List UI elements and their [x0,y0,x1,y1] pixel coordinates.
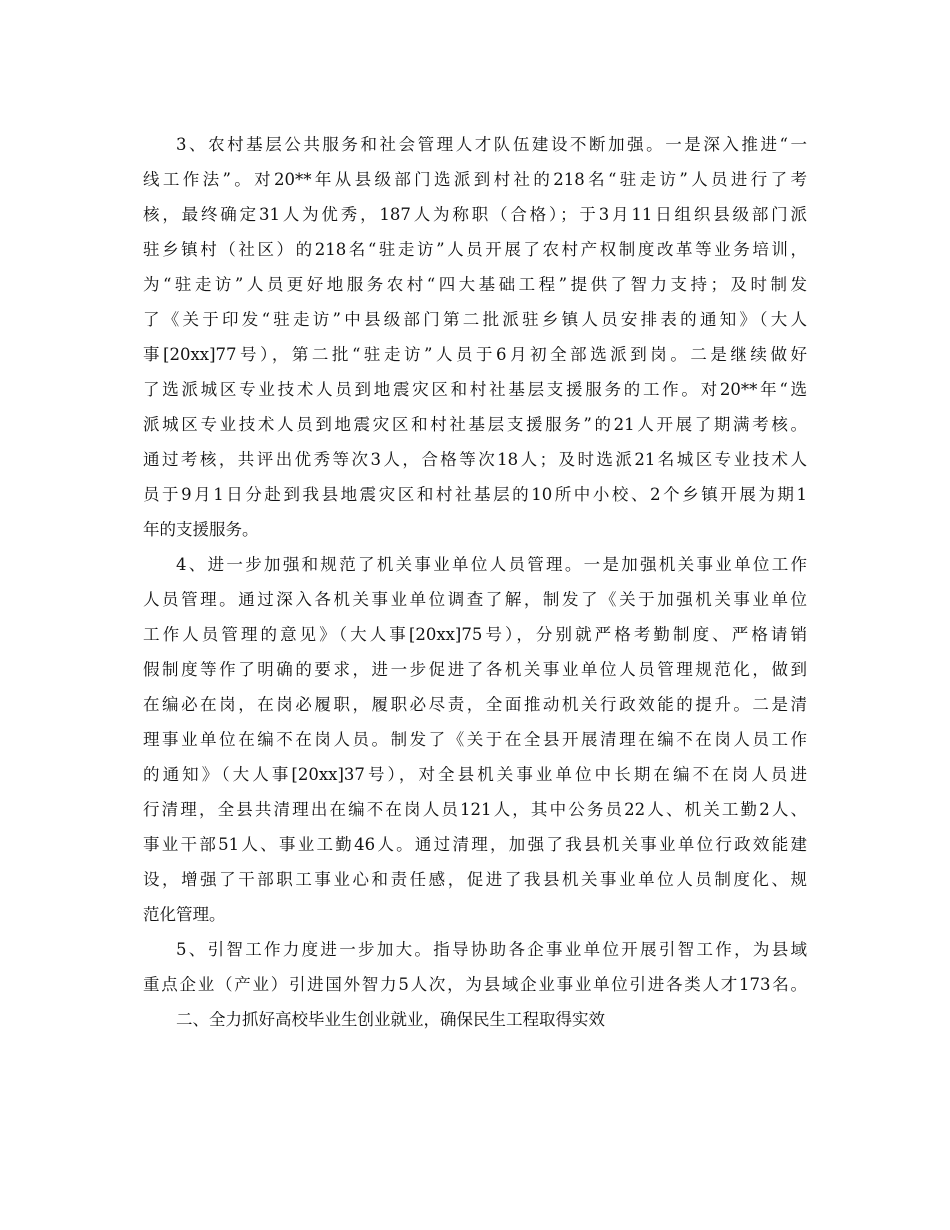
text-line: 了选派城区专业技术人员到地震灾区和村社基层支援服务的工作。对20**年“选 [143,380,807,399]
text-line: 设，增强了干部职工事业心和责任感，促进了我县机关事业单位人员制度化、规 [143,870,807,889]
text-line: 工作人员管理的意见》（大人事[20xx]75号），分别就严格考勤制度、严格请销 [143,625,807,644]
text-line: 通过考核，共评出优秀等次3人，合格等次18人；及时选派21名城区专业技术人 [143,450,807,469]
text-line: 年的支援服务。 [143,520,259,539]
text-line: 范化管理。 [143,905,226,924]
section-heading: 二、全力抓好高校毕业生创业就业，确保民生工程取得实效 [176,1010,605,1029]
text-line: 5、引智工作力度进一步加大。指导协助各企事业单位开展引智工作，为县域 [176,940,807,959]
text-line: 事业干部51人、事业工勤46人。通过清理，加强了我县机关事业单位行政效能建 [143,835,807,854]
text-line: 重点企业（产业）引进国外智力5人次，为县域企业事业单位引进各类人才173名。 [143,975,807,994]
text-line: 线工作法”。对20**年从县级部门选派到村社的218名“驻走访”人员进行了考 [143,170,807,189]
text-line: 在编必在岗，在岗必履职，履职必尽责，全面推动机关行政效能的提升。二是清 [143,695,807,714]
text-line: 行清理，全县共清理出在编不在岗人员121人，其中公务员22人、机关工勤2人、 [143,800,807,819]
text-line: 3、农村基层公共服务和社会管理人才队伍建设不断加强。一是深入推进“一 [176,135,807,154]
text-line: 员于9月1日分赴到我县地震灾区和村社基层的10所中小校、2个乡镇开展为期1 [143,485,807,504]
document-body [143,127,807,1037]
text-line: 了《关于印发“驻走访”中县级部门第二批派驻乡镇人员安排表的通知》（大人 [143,310,807,329]
text-line: 为“驻走访”人员更好地服务农村“四大基础工程”提供了智力支持；及时制发 [143,275,807,294]
text-line: 事[20xx]77号），第二批“驻走访”人员于6月初全部选派到岗。二是继续做好 [143,345,807,364]
text-line: 的通知》（大人事[20xx]37号），对全县机关事业单位中长期在编不在岗人员进 [143,765,807,784]
text-line: 驻乡镇村（社区）的218名“驻走访”人员开展了农村产权制度改革等业务培训， [143,240,807,259]
text-line: 理事业单位在编不在岗人员。制发了《关于在全县开展清理在编不在岗人员工作 [143,730,807,749]
text-line: 核，最终确定31人为优秀，187人为称职（合格）；于3月11日组织县级部门派 [143,205,807,224]
text-line: 4、进一步加强和规范了机关事业单位人员管理。一是加强机关事业单位工作 [176,555,807,574]
text-line: 人员管理。通过深入各机关事业单位调查了解，制发了《关于加强机关事业单位 [143,590,807,609]
text-line: 假制度等作了明确的要求，进一步促进了各机关事业单位人员管理规范化，做到 [143,660,807,679]
text-line: 派城区专业技术人员到地震灾区和村社基层支援服务”的21人开展了期满考核。 [143,415,807,434]
